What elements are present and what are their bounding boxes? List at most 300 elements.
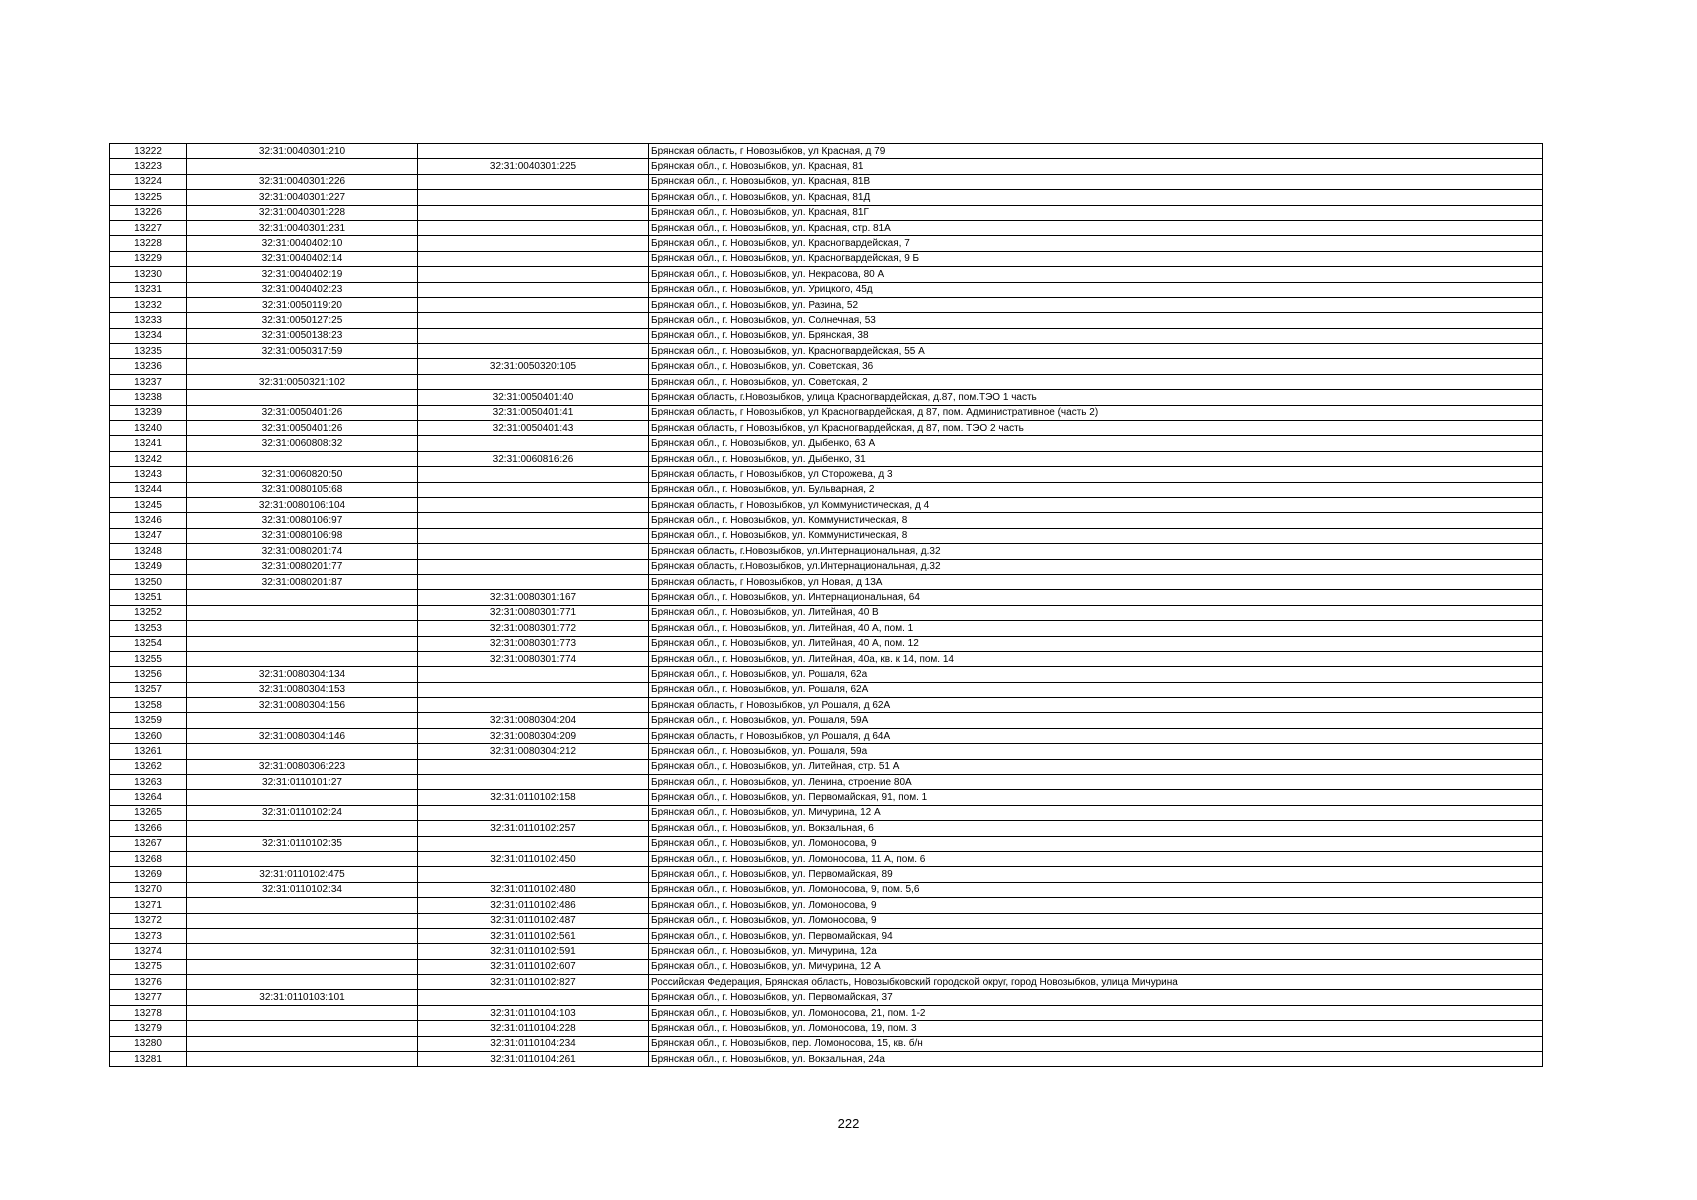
cadastral-number-2-cell — [418, 205, 649, 220]
cadastral-number-2-cell: 32:31:0110104:261 — [418, 1052, 649, 1067]
page-number: 222 — [837, 1116, 860, 1131]
cadastral-number-cell: 32:31:0050127:25 — [187, 313, 418, 328]
address-cell: Брянская обл., г. Новозыбков, ул. Ломоносова, 11 А, пом. 6 — [649, 851, 1543, 866]
address-cell: Брянская обл., г. Новозыбков, ул. Красногвардейская, 9 Б — [649, 251, 1543, 266]
cadastral-number-cell — [187, 959, 418, 974]
row-number-cell: 13254 — [110, 636, 187, 651]
cadastral-number-2-cell — [418, 574, 649, 589]
cadastral-number-2-cell: 32:31:0110102:827 — [418, 975, 649, 990]
cadastral-number-2-cell: 32:31:0080301:167 — [418, 590, 649, 605]
cadastral-number-cell: 32:31:0040301:228 — [187, 205, 418, 220]
address-cell: Брянская обл., г. Новозыбков, ул. Ломоносова, 21, пом. 1-2 — [649, 1005, 1543, 1020]
cadastral-number-cell: 32:31:0080304:134 — [187, 667, 418, 682]
cadastral-number-cell — [187, 851, 418, 866]
cadastral-number-2-cell: 32:31:0110102:480 — [418, 882, 649, 897]
cadastral-number-cell — [187, 821, 418, 836]
table-row — [110, 467, 1543, 482]
address-cell: Брянская обл., г. Новозыбков, ул. Красная, 81Д — [649, 190, 1543, 205]
cadastral-number-2-cell — [418, 497, 649, 512]
row-number-cell: 13228 — [110, 236, 187, 251]
cadastral-number-cell: 32:31:0080106:104 — [187, 497, 418, 512]
row-number-cell: 13259 — [110, 713, 187, 728]
cadastral-number-cell: 32:31:0080304:146 — [187, 728, 418, 743]
row-number-cell: 13239 — [110, 405, 187, 420]
cadastral-number-2-cell — [418, 682, 649, 697]
table-row — [110, 205, 1543, 220]
cadastral-number-cell: 32:31:0110101:27 — [187, 775, 418, 790]
address-cell: Брянская обл., г. Новозыбков, ул. Красная, 81В — [649, 174, 1543, 189]
row-number-cell: 13243 — [110, 467, 187, 482]
address-cell: Брянская обл., г. Новозыбков, ул. Рошаля, 62а — [649, 667, 1543, 682]
table-row — [110, 390, 1543, 405]
table-row — [110, 313, 1543, 328]
address-cell: Брянская обл., г. Новозыбков, ул. Красногвардейская, 7 — [649, 236, 1543, 251]
cadastral-number-cell: 32:31:0080105:68 — [187, 482, 418, 497]
address-cell: Брянская обл., г. Новозыбков, ул. Некрасова, 80 А — [649, 267, 1543, 282]
address-cell: Брянская обл., г. Новозыбков, ул. Литейная, стр. 51 А — [649, 759, 1543, 774]
address-cell: Брянская обл., г. Новозыбков, ул. Рошаля, 62А — [649, 682, 1543, 697]
row-number-cell: 13267 — [110, 836, 187, 851]
cadastral-number-2-cell — [418, 297, 649, 312]
cadastral-number-2-cell: 32:31:0080301:771 — [418, 605, 649, 620]
cadastral-number-cell — [187, 390, 418, 405]
row-number-cell: 13255 — [110, 651, 187, 666]
row-number-cell: 13277 — [110, 990, 187, 1005]
row-number-cell: 13245 — [110, 497, 187, 512]
table-row — [110, 482, 1543, 497]
address-cell: Брянская область, г Новозыбков, ул Рошаля, д 62А — [649, 698, 1543, 713]
row-number-cell: 13237 — [110, 374, 187, 389]
cadastral-number-2-cell — [418, 775, 649, 790]
table-row — [110, 744, 1543, 759]
cadastral-number-2-cell: 32:31:0080301:773 — [418, 636, 649, 651]
table-row — [110, 497, 1543, 512]
cadastral-number-2-cell: 32:31:0110102:487 — [418, 913, 649, 928]
cadastral-number-cell — [187, 713, 418, 728]
registry-table-body — [110, 144, 1543, 1067]
table-row — [110, 528, 1543, 543]
address-cell: Брянская обл., г. Новозыбков, ул. Ломоносова, 9 — [649, 898, 1543, 913]
table-row — [110, 328, 1543, 343]
table-row — [110, 851, 1543, 866]
cadastral-number-cell: 32:31:0040301:231 — [187, 220, 418, 235]
cadastral-number-cell: 32:31:0050138:23 — [187, 328, 418, 343]
cadastral-number-2-cell: 32:31:0050401:43 — [418, 421, 649, 436]
cadastral-number-cell: 32:31:0050317:59 — [187, 344, 418, 359]
cadastral-number-2-cell — [418, 174, 649, 189]
row-number-cell: 13247 — [110, 528, 187, 543]
cadastral-number-2-cell: 32:31:0110104:234 — [418, 1036, 649, 1051]
address-cell: Брянская обл., г. Новозыбков, пер. Ломоносова, 15, кв. б/н — [649, 1036, 1543, 1051]
cadastral-number-2-cell — [418, 667, 649, 682]
address-cell: Брянская область, г Новозыбков, ул Красногвардейская, д 87, пом. ТЭО 2 часть — [649, 421, 1543, 436]
cadastral-number-2-cell: 32:31:0050401:41 — [418, 405, 649, 420]
row-number-cell: 13236 — [110, 359, 187, 374]
cadastral-number-cell — [187, 451, 418, 466]
address-cell: Брянская обл., г. Новозыбков, ул. Красногвардейская, 55 А — [649, 344, 1543, 359]
table-row — [110, 605, 1543, 620]
table-row — [110, 1036, 1543, 1051]
cadastral-number-2-cell — [418, 467, 649, 482]
cadastral-number-2-cell: 32:31:0110102:607 — [418, 959, 649, 974]
table-row — [110, 867, 1543, 882]
row-number-cell: 13261 — [110, 744, 187, 759]
cadastral-number-2-cell — [418, 328, 649, 343]
row-number-cell: 13256 — [110, 667, 187, 682]
row-number-cell: 13240 — [110, 421, 187, 436]
address-cell: Брянская обл., г. Новозыбков, ул. Первомайская, 94 — [649, 928, 1543, 943]
address-cell: Брянская обл., г. Новозыбков, ул. Мичурина, 12 А — [649, 959, 1543, 974]
table-row — [110, 975, 1543, 990]
row-number-cell: 13260 — [110, 728, 187, 743]
cadastral-number-cell: 32:31:0080306:223 — [187, 759, 418, 774]
table-row — [110, 928, 1543, 943]
row-number-cell: 13257 — [110, 682, 187, 697]
address-cell: Брянская обл., г. Новозыбков, ул. Красная, 81 — [649, 159, 1543, 174]
cadastral-number-cell — [187, 359, 418, 374]
cadastral-number-2-cell — [418, 236, 649, 251]
row-number-cell: 13280 — [110, 1036, 187, 1051]
cadastral-number-2-cell — [418, 836, 649, 851]
table-row — [110, 759, 1543, 774]
table-row — [110, 944, 1543, 959]
address-cell: Брянская область, г Новозыбков, ул Красногвардейская, д 87, пом. Административное (часть 2) — [649, 405, 1543, 420]
cadastral-number-cell: 32:31:0040301:226 — [187, 174, 418, 189]
cadastral-number-2-cell — [418, 436, 649, 451]
cadastral-number-2-cell — [418, 313, 649, 328]
cadastral-number-2-cell — [418, 282, 649, 297]
table-row — [110, 144, 1543, 159]
table-row — [110, 667, 1543, 682]
address-cell: Брянская область, г Новозыбков, ул Коммунистическая, д 4 — [649, 497, 1543, 512]
cadastral-number-2-cell: 32:31:0110102:561 — [418, 928, 649, 943]
cadastral-number-cell — [187, 898, 418, 913]
cadastral-number-2-cell: 32:31:0050320:105 — [418, 359, 649, 374]
cadastral-number-cell — [187, 1036, 418, 1051]
address-cell: Брянская обл., г. Новозыбков, ул. Дыбенко, 63 А — [649, 436, 1543, 451]
cadastral-number-2-cell: 32:31:0080301:772 — [418, 621, 649, 636]
address-cell: Брянская обл., г. Новозыбков, ул. Бульварная, 2 — [649, 482, 1543, 497]
table-row — [110, 990, 1543, 1005]
cadastral-number-2-cell: 32:31:0060816:26 — [418, 451, 649, 466]
row-number-cell: 13248 — [110, 544, 187, 559]
registry-table — [109, 143, 1543, 1067]
cadastral-number-cell — [187, 651, 418, 666]
table-row — [110, 1005, 1543, 1020]
cadastral-number-cell — [187, 975, 418, 990]
table-row — [110, 636, 1543, 651]
cadastral-number-cell — [187, 1021, 418, 1036]
table-row — [110, 959, 1543, 974]
cadastral-number-cell — [187, 928, 418, 943]
address-cell: Брянская область, г.Новозыбков, ул.Интернациональная, д.32 — [649, 544, 1543, 559]
cadastral-number-2-cell — [418, 990, 649, 1005]
table-row — [110, 821, 1543, 836]
cadastral-number-cell — [187, 1052, 418, 1067]
cadastral-number-2-cell — [418, 544, 649, 559]
table-row — [110, 790, 1543, 805]
cadastral-number-cell — [187, 159, 418, 174]
row-number-cell: 13278 — [110, 1005, 187, 1020]
table-row — [110, 882, 1543, 897]
cadastral-number-2-cell — [418, 267, 649, 282]
row-number-cell: 13264 — [110, 790, 187, 805]
cadastral-number-cell — [187, 590, 418, 605]
cadastral-number-2-cell — [418, 759, 649, 774]
cadastral-number-2-cell: 32:31:0040301:225 — [418, 159, 649, 174]
address-cell: Брянская область, г Новозыбков, ул Новая, д 13А — [649, 574, 1543, 589]
cadastral-number-2-cell: 32:31:0080304:204 — [418, 713, 649, 728]
row-number-cell: 13273 — [110, 928, 187, 943]
table-row — [110, 513, 1543, 528]
address-cell: Брянская обл., г. Новозыбков, ул. Ломоносова, 9 — [649, 836, 1543, 851]
cadastral-number-2-cell: 32:31:0110102:591 — [418, 944, 649, 959]
cadastral-number-2-cell — [418, 374, 649, 389]
row-number-cell: 13275 — [110, 959, 187, 974]
address-cell: Брянская обл., г. Новозыбков, ул. Вокзальная, 6 — [649, 821, 1543, 836]
table-row — [110, 836, 1543, 851]
cadastral-number-cell — [187, 790, 418, 805]
row-number-cell: 13274 — [110, 944, 187, 959]
address-cell: Брянская обл., г. Новозыбков, ул. Ломоносова, 9, пом. 5,6 — [649, 882, 1543, 897]
table-row — [110, 1021, 1543, 1036]
row-number-cell: 13230 — [110, 267, 187, 282]
row-number-cell: 13269 — [110, 867, 187, 882]
table-row — [110, 913, 1543, 928]
cadastral-number-2-cell: 32:31:0080301:774 — [418, 651, 649, 666]
row-number-cell: 13258 — [110, 698, 187, 713]
address-cell: Брянская обл., г. Новозыбков, ул. Первомайская, 37 — [649, 990, 1543, 1005]
row-number-cell: 13246 — [110, 513, 187, 528]
row-number-cell: 13238 — [110, 390, 187, 405]
cadastral-number-cell: 32:31:0040402:14 — [187, 251, 418, 266]
cadastral-number-cell: 32:31:0110103:101 — [187, 990, 418, 1005]
row-number-cell: 13234 — [110, 328, 187, 343]
row-number-cell: 13229 — [110, 251, 187, 266]
row-number-cell: 13276 — [110, 975, 187, 990]
table-row — [110, 574, 1543, 589]
address-cell: Брянская область, г Новозыбков, ул Рошаля, д 64А — [649, 728, 1543, 743]
table-row — [110, 344, 1543, 359]
table-row — [110, 451, 1543, 466]
cadastral-number-2-cell — [418, 220, 649, 235]
cadastral-number-2-cell: 32:31:0110104:103 — [418, 1005, 649, 1020]
row-number-cell: 13252 — [110, 605, 187, 620]
cadastral-number-cell: 32:31:0040402:10 — [187, 236, 418, 251]
address-cell: Брянская обл., г. Новозыбков, ул. Ленина, строение 80А — [649, 775, 1543, 790]
table-row — [110, 713, 1543, 728]
cadastral-number-2-cell: 32:31:0080304:209 — [418, 728, 649, 743]
address-cell: Брянская обл., г. Новозыбков, ул. Первомайская, 89 — [649, 867, 1543, 882]
row-number-cell: 13244 — [110, 482, 187, 497]
table-row — [110, 775, 1543, 790]
table-row — [110, 297, 1543, 312]
address-cell: Брянская обл., г. Новозыбков, ул. Урицкого, 45д — [649, 282, 1543, 297]
address-cell: Брянская обл., г. Новозыбков, ул. Мичурина, 12 А — [649, 805, 1543, 820]
row-number-cell: 13272 — [110, 913, 187, 928]
address-cell: Брянская обл., г. Новозыбков, ул. Красная, стр. 81А — [649, 220, 1543, 235]
table-row — [110, 682, 1543, 697]
cadastral-number-cell: 32:31:0040301:227 — [187, 190, 418, 205]
table-row — [110, 590, 1543, 605]
table-row — [110, 898, 1543, 913]
address-cell: Брянская обл., г. Новозыбков, ул. Литейная, 40 А, пом. 12 — [649, 636, 1543, 651]
cadastral-number-2-cell — [418, 528, 649, 543]
address-cell: Брянская обл., г. Новозыбков, ул. Первомайская, 91, пом. 1 — [649, 790, 1543, 805]
table-row — [110, 405, 1543, 420]
cadastral-number-cell: 32:31:0080201:77 — [187, 559, 418, 574]
cadastral-number-cell: 32:31:0110102:475 — [187, 867, 418, 882]
address-cell: Брянская обл., г. Новозыбков, ул. Ломоносова, 19, пом. 3 — [649, 1021, 1543, 1036]
row-number-cell: 13223 — [110, 159, 187, 174]
cadastral-number-cell: 32:31:0080304:153 — [187, 682, 418, 697]
cadastral-number-cell: 32:31:0060820:50 — [187, 467, 418, 482]
cadastral-number-2-cell: 32:31:0110102:158 — [418, 790, 649, 805]
table-row — [110, 421, 1543, 436]
cadastral-number-cell: 32:31:0080201:87 — [187, 574, 418, 589]
address-cell: Брянская область, г Новозыбков, ул Красная, д 79 — [649, 144, 1543, 159]
row-number-cell: 13263 — [110, 775, 187, 790]
row-number-cell: 13242 — [110, 451, 187, 466]
cadastral-number-2-cell: 32:31:0080304:212 — [418, 744, 649, 759]
cadastral-number-2-cell — [418, 559, 649, 574]
address-cell: Брянская область, г.Новозыбков, улица Красногвардейская, д.87, пом.ТЭО 1 часть — [649, 390, 1543, 405]
row-number-cell: 13266 — [110, 821, 187, 836]
table-row — [110, 374, 1543, 389]
row-number-cell: 13265 — [110, 805, 187, 820]
cadastral-number-cell: 32:31:0080106:98 — [187, 528, 418, 543]
cadastral-number-2-cell — [418, 144, 649, 159]
table-row — [110, 174, 1543, 189]
cadastral-number-2-cell — [418, 190, 649, 205]
table-row — [110, 220, 1543, 235]
row-number-cell: 13235 — [110, 344, 187, 359]
cadastral-number-cell — [187, 636, 418, 651]
row-number-cell: 13233 — [110, 313, 187, 328]
address-cell: Брянская обл., г. Новозыбков, ул. Литейная, 40а, кв. к 14, пом. 14 — [649, 651, 1543, 666]
row-number-cell: 13270 — [110, 882, 187, 897]
row-number-cell: 13249 — [110, 559, 187, 574]
row-number-cell: 13225 — [110, 190, 187, 205]
row-number-cell: 13268 — [110, 851, 187, 866]
address-cell: Брянская обл., г. Новозыбков, ул. Вокзальная, 24а — [649, 1052, 1543, 1067]
cadastral-number-cell: 32:31:0040301:210 — [187, 144, 418, 159]
row-number-cell: 13241 — [110, 436, 187, 451]
cadastral-number-cell: 32:31:0110102:34 — [187, 882, 418, 897]
address-cell: Брянская обл., г. Новозыбков, ул. Коммунистическая, 8 — [649, 513, 1543, 528]
address-cell: Брянская обл., г. Новозыбков, ул. Интернациональная, 64 — [649, 590, 1543, 605]
address-cell: Российская Федерация, Брянская область, Новозыбковский городской округ, город Новозыбков, улица Мичурина — [649, 975, 1543, 990]
cadastral-number-cell: 32:31:0050119:20 — [187, 297, 418, 312]
address-cell: Брянская обл., г. Новозыбков, ул. Брянская, 38 — [649, 328, 1543, 343]
table-row — [110, 359, 1543, 374]
row-number-cell: 13253 — [110, 621, 187, 636]
cadastral-number-cell: 32:31:0050401:26 — [187, 421, 418, 436]
table-row — [110, 698, 1543, 713]
cadastral-number-2-cell — [418, 251, 649, 266]
address-cell: Брянская обл., г. Новозыбков, ул. Рошаля, 59А — [649, 713, 1543, 728]
table-row — [110, 236, 1543, 251]
address-cell: Брянская обл., г. Новозыбков, ул. Ломоносова, 9 — [649, 913, 1543, 928]
address-cell: Брянская обл., г. Новозыбков, ул. Рошаля, 59а — [649, 744, 1543, 759]
row-number-cell: 13262 — [110, 759, 187, 774]
address-cell: Брянская обл., г. Новозыбков, ул. Советская, 2 — [649, 374, 1543, 389]
cadastral-number-cell: 32:31:0050321:102 — [187, 374, 418, 389]
cadastral-number-cell: 32:31:0040402:19 — [187, 267, 418, 282]
row-number-cell: 13227 — [110, 220, 187, 235]
row-number-cell: 13279 — [110, 1021, 187, 1036]
cadastral-number-2-cell — [418, 698, 649, 713]
row-number-cell: 13224 — [110, 174, 187, 189]
cadastral-number-cell — [187, 605, 418, 620]
address-cell: Брянская обл., г. Новозыбков, ул. Советская, 36 — [649, 359, 1543, 374]
row-number-cell: 13250 — [110, 574, 187, 589]
cadastral-number-2-cell: 32:31:0110104:228 — [418, 1021, 649, 1036]
cadastral-number-cell: 32:31:0040402:23 — [187, 282, 418, 297]
table-row — [110, 805, 1543, 820]
cadastral-number-2-cell — [418, 344, 649, 359]
cadastral-number-cell: 32:31:0080201:74 — [187, 544, 418, 559]
table-row — [110, 728, 1543, 743]
cadastral-number-2-cell — [418, 513, 649, 528]
row-number-cell: 13232 — [110, 297, 187, 312]
cadastral-number-cell: 32:31:0060808:32 — [187, 436, 418, 451]
table-row — [110, 282, 1543, 297]
address-cell: Брянская обл., г. Новозыбков, ул. Красная, 81Г — [649, 205, 1543, 220]
cadastral-number-cell — [187, 944, 418, 959]
table-row — [110, 1052, 1543, 1067]
row-number-cell: 13226 — [110, 205, 187, 220]
row-number-cell: 13231 — [110, 282, 187, 297]
cadastral-number-cell: 32:31:0050401:26 — [187, 405, 418, 420]
table-row — [110, 544, 1543, 559]
cadastral-number-2-cell: 32:31:0110102:257 — [418, 821, 649, 836]
cadastral-number-2-cell — [418, 482, 649, 497]
cadastral-number-cell: 32:31:0080106:97 — [187, 513, 418, 528]
cadastral-number-2-cell — [418, 805, 649, 820]
cadastral-number-2-cell: 32:31:0110102:450 — [418, 851, 649, 866]
cadastral-number-cell: 32:31:0110102:35 — [187, 836, 418, 851]
cadastral-number-cell: 32:31:0110102:24 — [187, 805, 418, 820]
table-row — [110, 436, 1543, 451]
address-cell: Брянская обл., г. Новозыбков, ул. Солнечная, 53 — [649, 313, 1543, 328]
table-row — [110, 559, 1543, 574]
cadastral-number-cell: 32:31:0080304:156 — [187, 698, 418, 713]
table-row — [110, 190, 1543, 205]
table-row — [110, 159, 1543, 174]
cadastral-number-cell — [187, 744, 418, 759]
address-cell: Брянская обл., г. Новозыбков, ул. Дыбенко, 31 — [649, 451, 1543, 466]
cadastral-number-cell — [187, 1005, 418, 1020]
address-cell: Брянская обл., г. Новозыбков, ул. Коммунистическая, 8 — [649, 528, 1543, 543]
cadastral-number-2-cell: 32:31:0110102:486 — [418, 898, 649, 913]
cadastral-number-cell — [187, 621, 418, 636]
row-number-cell: 13271 — [110, 898, 187, 913]
cadastral-number-2-cell: 32:31:0050401:40 — [418, 390, 649, 405]
row-number-cell: 13222 — [110, 144, 187, 159]
address-cell: Брянская обл., г. Новозыбков, ул. Разина, 52 — [649, 297, 1543, 312]
address-cell: Брянская обл., г. Новозыбков, ул. Литейная, 40 В — [649, 605, 1543, 620]
row-number-cell: 13281 — [110, 1052, 187, 1067]
address-cell: Брянская область, г Новозыбков, ул Сторожева, д 3 — [649, 467, 1543, 482]
row-number-cell: 13251 — [110, 590, 187, 605]
address-cell: Брянская обл., г. Новозыбков, ул. Мичурина, 12а — [649, 944, 1543, 959]
table-row — [110, 251, 1543, 266]
table-row — [110, 651, 1543, 666]
table-row — [110, 267, 1543, 282]
address-cell: Брянская область, г.Новозыбков, ул.Интернациональная, д.32 — [649, 559, 1543, 574]
table-row — [110, 621, 1543, 636]
